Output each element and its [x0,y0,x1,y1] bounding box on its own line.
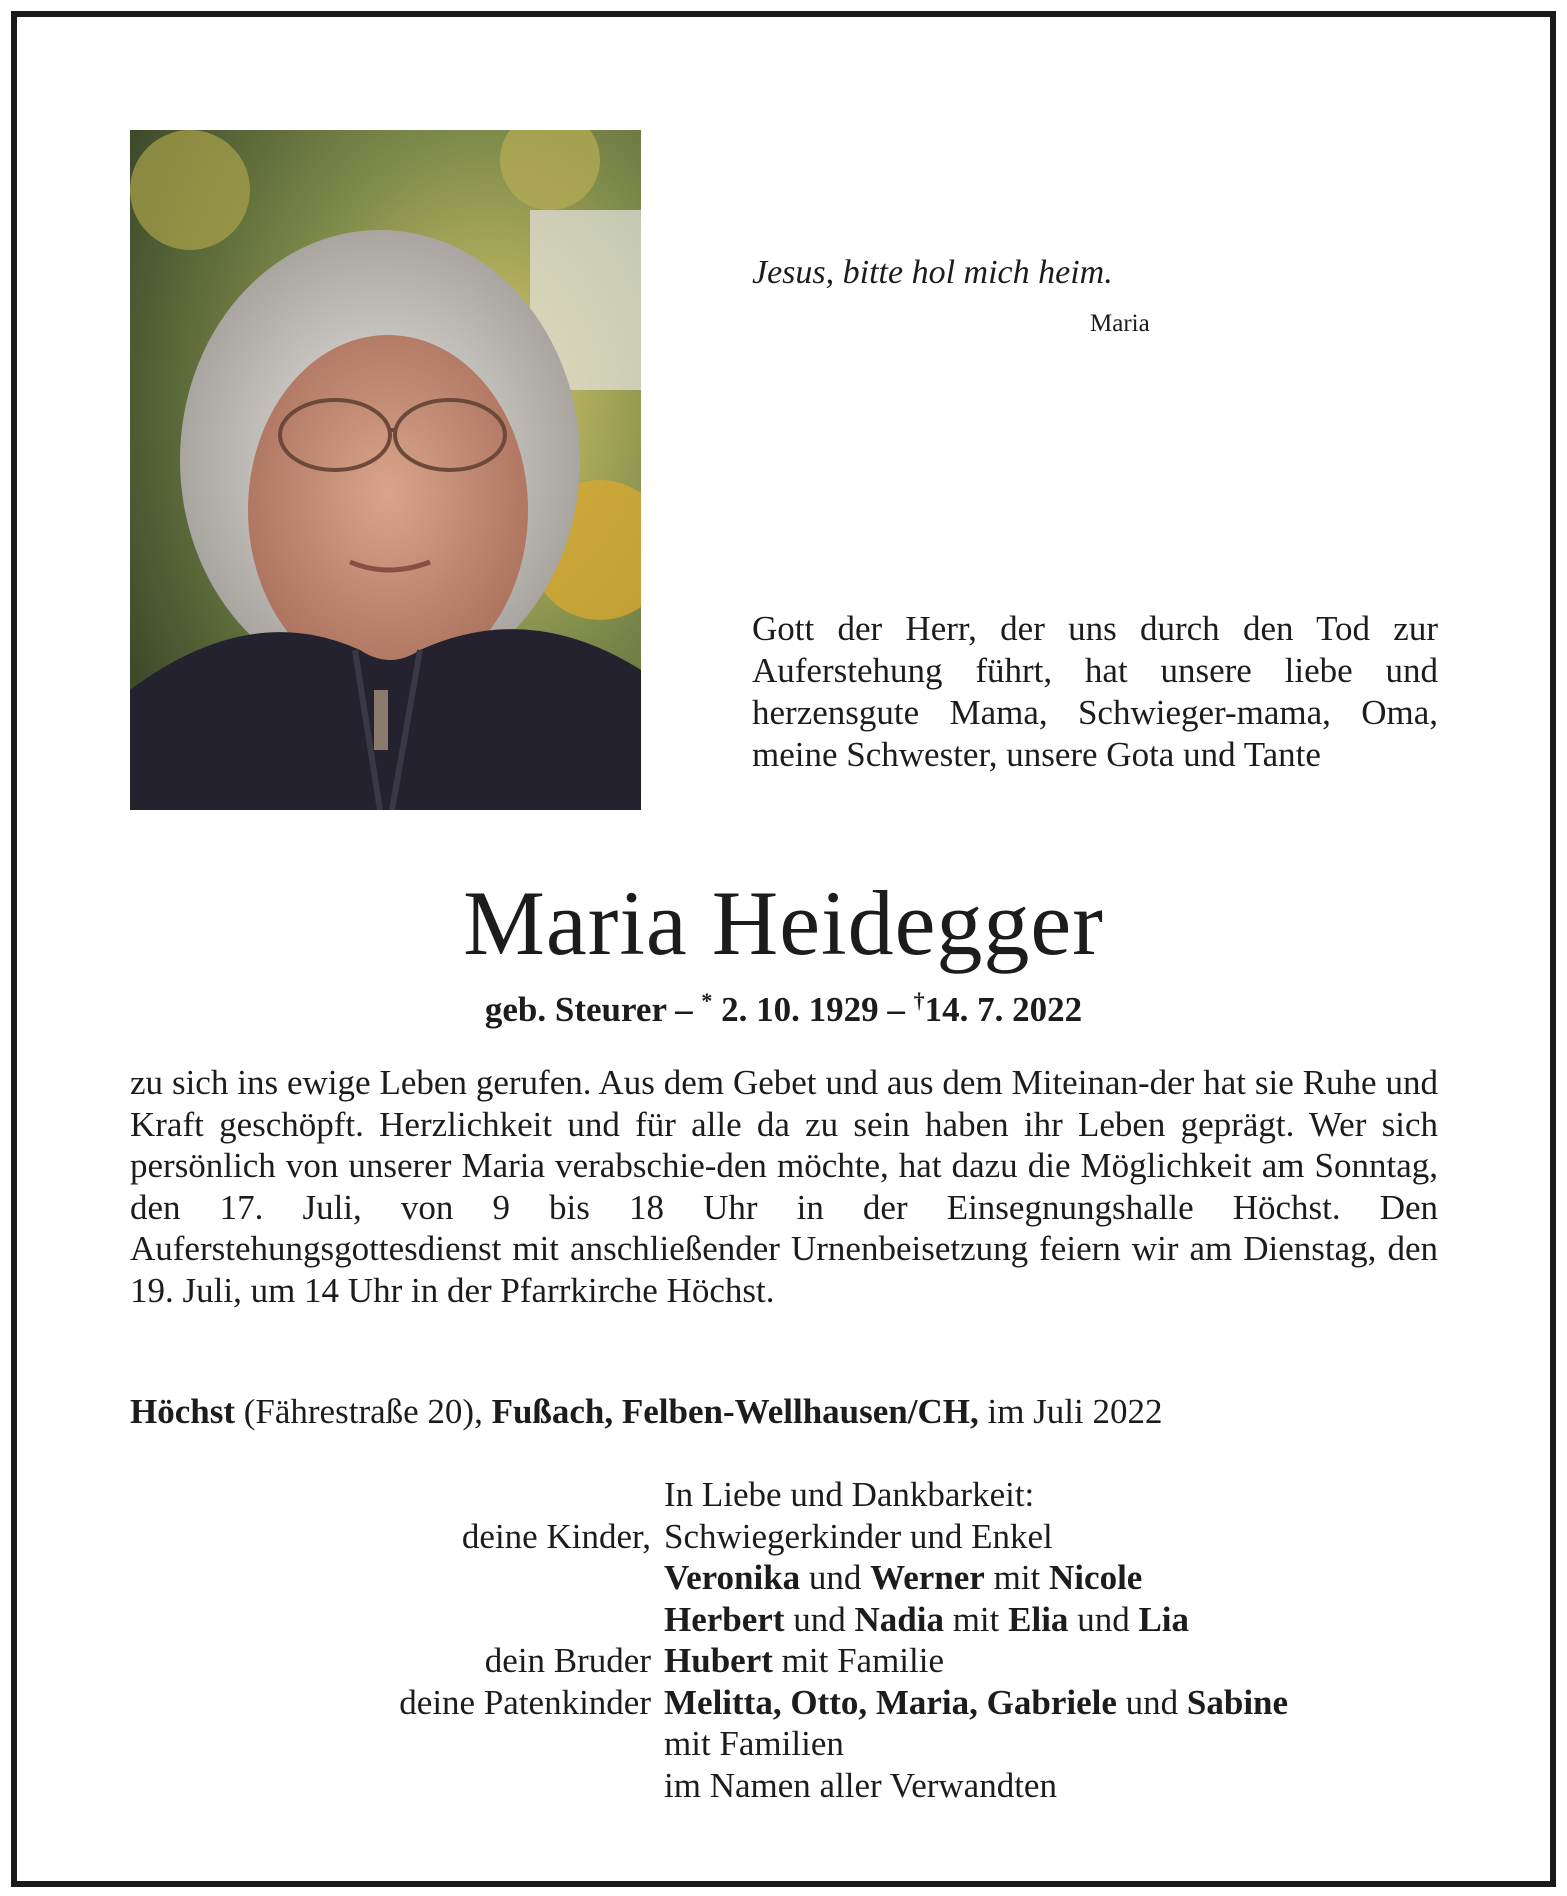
family-name: Veronika [664,1558,801,1597]
brother-rest: mit Familie [772,1641,944,1680]
family-name: Nicole [1049,1558,1143,1597]
children-line: Schwiegerkinder und Enkel [664,1516,1053,1556]
family-line-1 [664,1557,1142,1599]
body-paragraph: zu sich ins ewige Leben gerufen. Aus dem Gebet und aus dem Miteinan-der hat sie Ruhe und Kraft geschöpft. Herzlichkeit und für alle da zu sein haben ihr Leben geprägt. Wer sich persönlich von unserer Maria verabschie-den möchte, hat dazu die Möglichkeit am Sonntag, den 17. Juli, von 9 bis 18 Uhr in der Einsegnungshalle Höchst. Den Auferstehungsgottesdienst mit anschließender Urnenbeisetzung feiern wir am Dienstag, den 19. Juli, um 14 Uhr in der Pfarrkirche Höchst. [130,1063,1438,1310]
died-symbol: † [913,988,925,1013]
godchildren-line [664,1682,1288,1724]
family-name: Lia [1138,1599,1190,1639]
place-town: Höchst [130,1392,235,1431]
deceased-name: Maria Heidegger [463,872,1104,974]
with-families: mit Familien [664,1724,844,1763]
death-date: 14. 7. 2022 [924,990,1083,1029]
family-name: Nadia [854,1599,944,1639]
family-line-2 [664,1599,1189,1641]
conjunction: und [1068,1599,1139,1639]
children-label: deine Kinder, [461,1516,651,1556]
conjunction: mit [943,1599,1009,1639]
conjunction: und [784,1599,855,1639]
place-date: im Juli 2022 [978,1392,1163,1431]
place-towns: Fußach, Felben-Wellhausen/CH, [491,1392,979,1431]
family-name: Werner [870,1558,985,1597]
birth-name: geb. Steurer [484,990,667,1029]
quote-author: Maria [1090,310,1150,337]
relatives-line: im Namen aller Verwandten [664,1765,1057,1805]
quote-text: Jesus, bitte hol mich heim. [752,254,1113,291]
godchildren-last: Sabine [1186,1682,1289,1722]
conjunction: mit [984,1558,1050,1597]
portrait-photo [130,130,641,810]
separator: – [675,990,693,1029]
godchildren-label: deine Patenkinder [399,1682,651,1722]
life-dates [0,990,1567,1030]
birth-date: 2. 10. 1929 [721,990,879,1029]
conjunction: und [1116,1682,1187,1722]
signature-heading: In Liebe und Dankbarkeit: [664,1475,1035,1514]
family-name: Herbert [664,1599,785,1639]
brother-label: dein Bruder [484,1641,651,1680]
godchildren-names: Melitta, Otto, Maria, Gabriele [664,1682,1117,1722]
signature-block [0,1474,1567,1806]
born-symbol: * [701,988,713,1013]
brother-name: Hubert [664,1641,773,1680]
conjunction: und [800,1558,871,1597]
place-address: (Fährestraße 20), [235,1392,492,1431]
family-name: Elia [1008,1599,1069,1639]
intro-paragraph: Gott der Herr, der uns durch den Tod zur Auferstehung führt, hat unsere liebe und herzensgute Mama, Schwieger-mama, Oma, meine Schwester, unsere Gota und Tante [752,609,1438,774]
brother-line [664,1640,944,1682]
portrait-image [130,130,641,810]
place-line [130,1392,1163,1432]
separator: – [887,990,905,1029]
